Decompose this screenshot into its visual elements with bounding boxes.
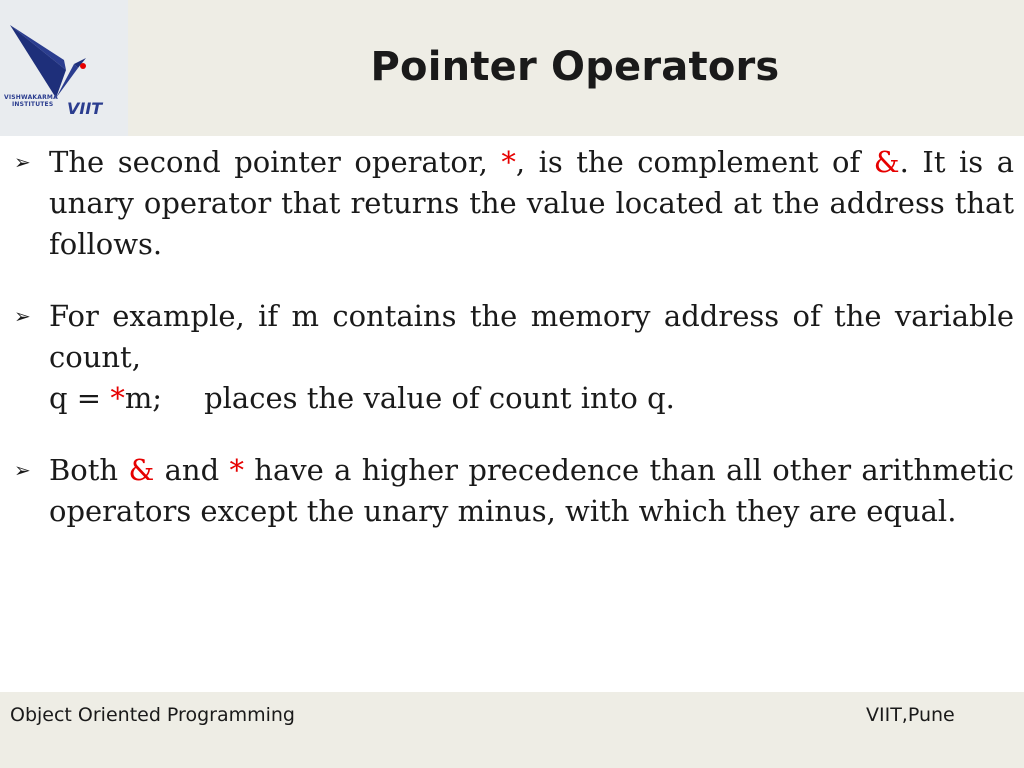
bullet-text: For example, if m contains the memory address of the variable count, (49, 299, 1014, 374)
arrow-bullet-icon: ➢ (14, 304, 31, 328)
slide-footer (0, 692, 1024, 768)
code-explanation: places the value of count into q. (204, 381, 675, 415)
operator-ampersand: & (128, 453, 155, 487)
operator-ampersand: & (873, 145, 900, 179)
footer-course-name: Object Oriented Programming (10, 704, 295, 726)
bullet-text: The second pointer operator, (49, 145, 502, 179)
bullet-item (14, 450, 1014, 532)
arrow-bullet-icon: ➢ (14, 458, 31, 482)
footer-institute: VIIT,Pune (866, 704, 955, 726)
logo-text-line1: VISHWAKARMA (4, 94, 58, 101)
bullet-text: have a higher precedence than all other arithmetic operators except the unary minus, with which they are equal. (49, 453, 1014, 528)
viit-logo-icon (0, 0, 128, 136)
logo-text-line2: INSTITUTES (12, 101, 54, 108)
bullet-item (14, 296, 1014, 419)
operator-asterisk: * (110, 381, 125, 415)
slide-content (14, 142, 1014, 563)
bullet-text: Both (49, 453, 129, 487)
logo-abbr: VIIT (67, 99, 103, 118)
code-example-line (49, 378, 1014, 419)
arrow-bullet-icon: ➢ (14, 150, 31, 174)
bullet-text: , is the complement of (515, 145, 874, 179)
slide-title: Pointer Operators (370, 44, 780, 90)
institute-logo (0, 0, 128, 136)
bullet-item (14, 142, 1014, 265)
operator-asterisk: * (501, 145, 516, 179)
bullet-text: . It is a unary operator that returns the value located at the address that follows. (49, 145, 1014, 261)
code-prefix: q = (49, 381, 111, 415)
code-suffix: m; (124, 381, 163, 415)
slide-header (0, 0, 1024, 136)
operator-asterisk: * (229, 453, 244, 487)
bullet-text: and (154, 453, 230, 487)
